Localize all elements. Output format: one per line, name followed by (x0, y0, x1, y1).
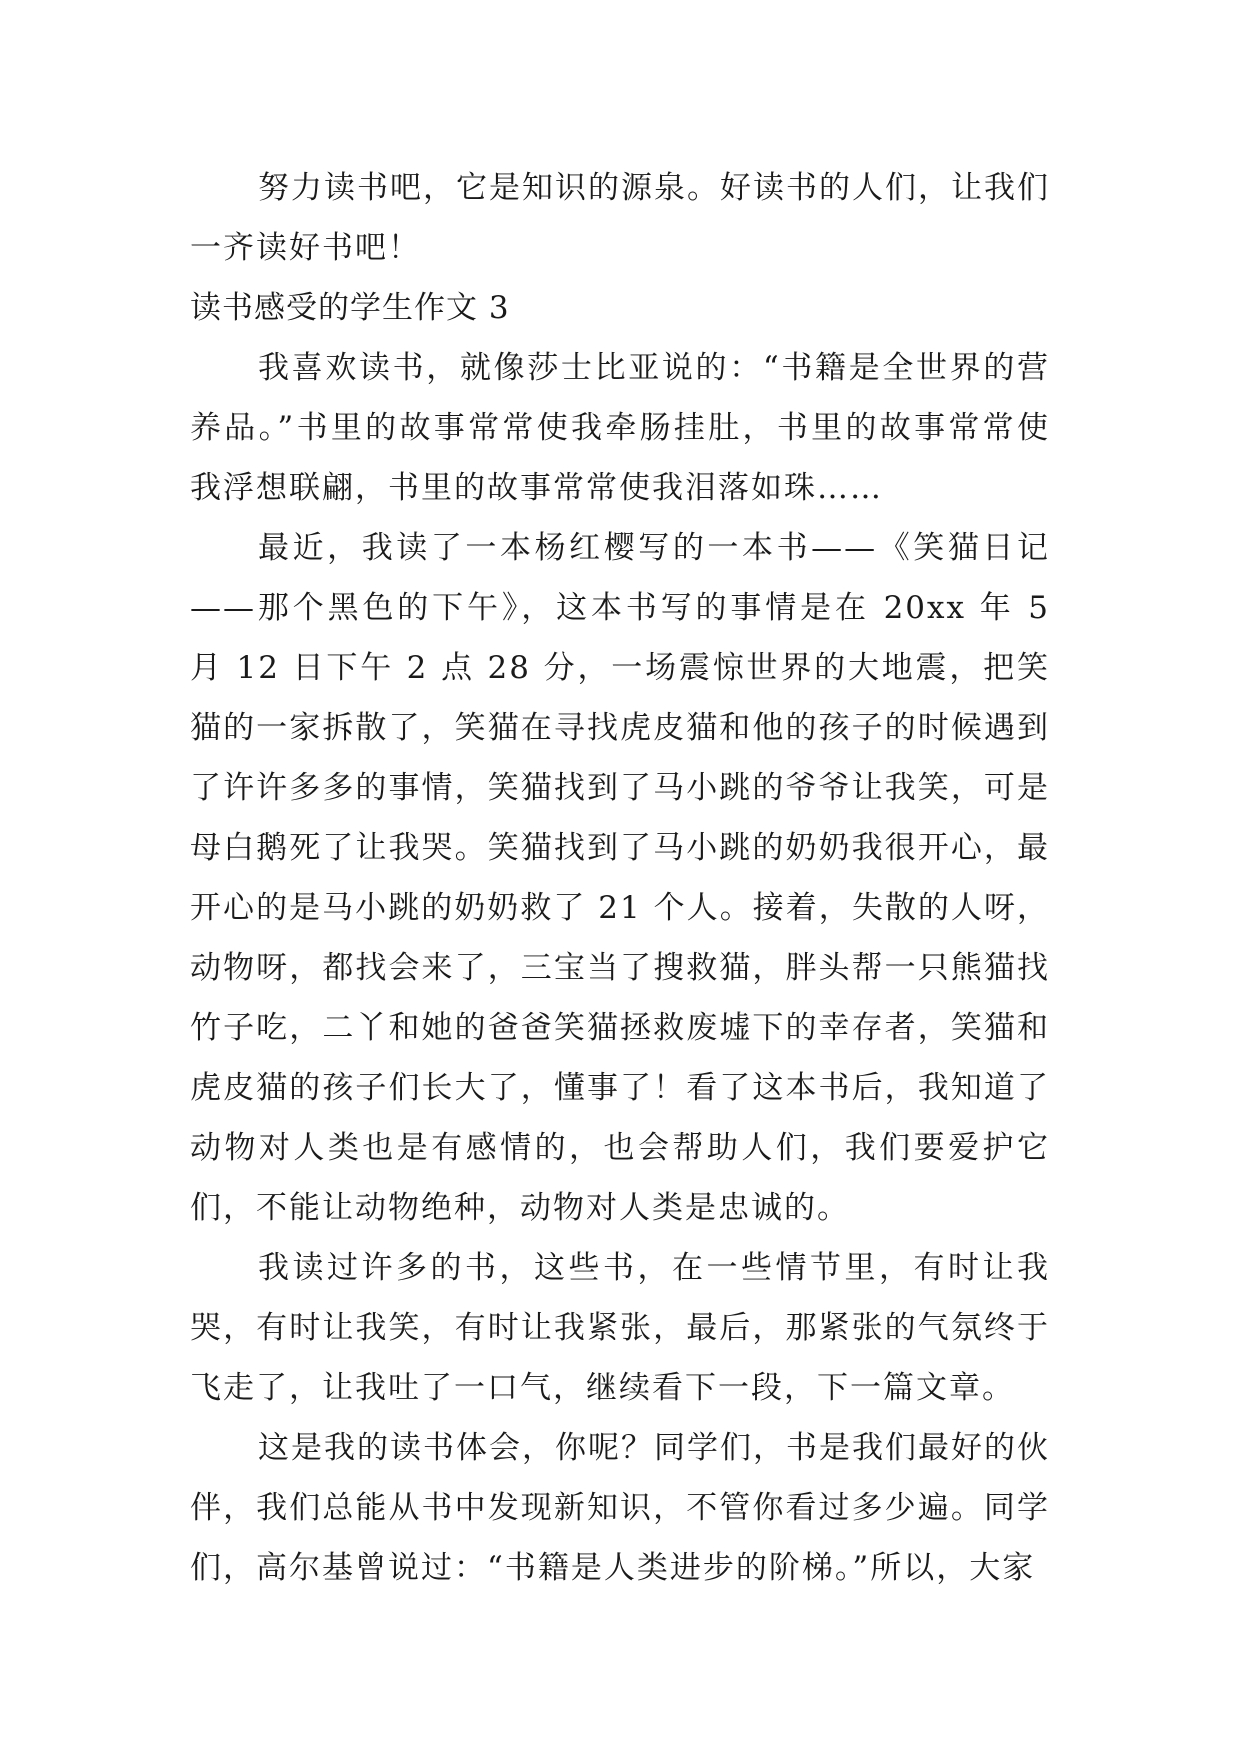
essay-heading: 读书感受的学生作文 3 (190, 290, 510, 326)
paragraph-reading-emotions: 我读过许多的书，这些书，在一些情节里，有时让我哭，有时让我笑，有时让我紧张，最后，那紧张的气氛终于飞走了，让我吐了一口气，继续看下一段，下一篇文章。 (190, 1250, 1050, 1406)
paragraph-book-summary: 最近，我读了一本杨红樱写的一本书——《笑猫日记——那个黑色的下午》，这本书写的事情是在 20xx 年 5 月 12 日下午 2 点 28 分，一场震惊世界的大地震，把笑猫的一家拆散了，笑猫在寻找虎皮猫和他的孩子的时候遇到了许许多多的事情，笑猫找到了马小跳的爷爷让我笑，可是母白鹅死了让我哭。笑猫找到了马小跳的奶奶我很开心，最开心的是马小跳的奶奶救了 21 个人。接着，失散的人呀，动物呀，都找会来了，三宝当了搜救猫，胖头帮一只熊猫找竹子吃，二丫和她的爸爸笑猫拯救废墟下的幸存者，笑猫和虎皮猫的孩子们长大了，懂事了！看了这本书后，我知道了动物对人类也是有感情的，也会帮助人们，我们要爱护它们，不能让动物绝种，动物对人类是忠诚的。 (190, 530, 1050, 1226)
paragraph-love-of-reading: 我喜欢读书，就像莎士比亚说的：“书籍是全世界的营养品。”书里的故事常常使我牵肠挂肚，书里的故事常常使我浮想联翩，书里的故事常常使我泪落如珠…… (190, 350, 1050, 506)
paragraph-closing-exhortation: 努力读书吧，它是知识的源泉。好读书的人们，让我们一齐读好书吧！ (190, 170, 1050, 266)
document-body (190, 158, 1050, 1598)
paragraph-reading-reflection: 这是我的读书体会，你呢？同学们，书是我们最好的伙伴，我们总能从书中发现新知识，不管你看过多少遍。同学们，高尔基曾说过：“书籍是人类进步的阶梯。”所以，大家 (190, 1430, 1050, 1586)
